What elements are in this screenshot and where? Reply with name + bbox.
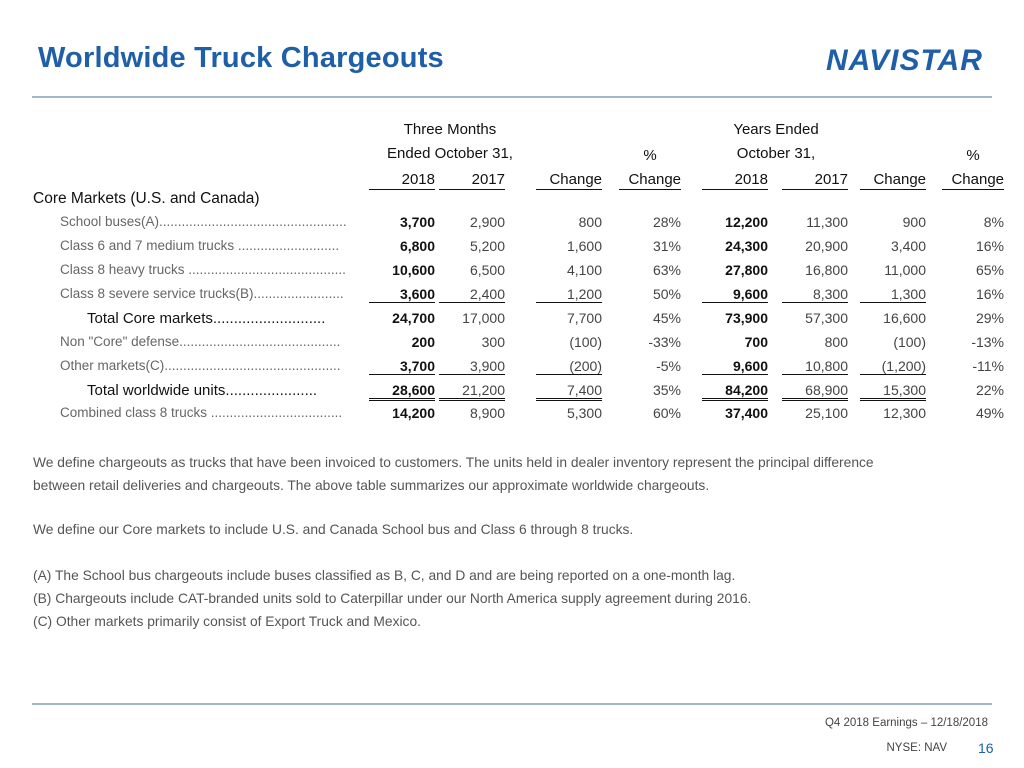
table-cell: 4,100 <box>566 262 602 278</box>
table-cell: 8,900 <box>469 405 505 421</box>
table-cell: 10,800 <box>782 358 848 375</box>
table-row <box>0 310 1024 332</box>
table-cell: 7,700 <box>566 310 602 326</box>
table-cell: 31% <box>652 238 681 254</box>
table-cell: 24,700 <box>392 310 435 326</box>
table-cell: 12,200 <box>725 214 768 230</box>
table-cell: 6,500 <box>469 262 505 278</box>
table-row <box>0 262 1024 284</box>
table-cell: 2,900 <box>469 214 505 230</box>
table-row <box>0 358 1024 380</box>
table-row <box>0 238 1024 260</box>
table-cell: 1,600 <box>566 238 602 254</box>
table-cell: 8% <box>983 214 1004 230</box>
bottom-divider <box>32 703 992 705</box>
table-cell: -13% <box>971 334 1004 350</box>
table-cell: 9,600 <box>702 286 768 303</box>
table-cell: 27,800 <box>725 262 768 278</box>
ticker-footer: NYSE: NAV <box>886 742 947 754</box>
logo-text: NAVISTAR <box>826 44 983 74</box>
table-cell: 7,400 <box>536 382 602 401</box>
table-row <box>0 405 1024 427</box>
table-cell: 2,400 <box>439 286 505 303</box>
table-cell: 3,700 <box>369 358 435 375</box>
table-cell: 12,300 <box>883 405 926 421</box>
three-months-header-line2: Ended October 31, <box>387 145 513 162</box>
footnote-c: (C) Other markets primarily consist of Export Truck and Mexico. <box>33 614 421 629</box>
table-cell: 60% <box>652 405 681 421</box>
table-cell: 3,900 <box>439 358 505 375</box>
column-header: 2018 <box>369 171 435 190</box>
page-title: Worldwide Truck Chargeouts <box>38 42 444 74</box>
table-cell: 900 <box>902 214 926 230</box>
table-cell: 300 <box>481 334 505 350</box>
table-cell: 37,400 <box>725 405 768 421</box>
table-cell: -33% <box>648 334 681 350</box>
table-cell: 20,900 <box>805 238 848 254</box>
column-header: Change <box>619 171 681 190</box>
table-cell: 16,600 <box>883 310 926 326</box>
table-cell: 11,000 <box>884 262 926 278</box>
table-row <box>0 382 1024 404</box>
years-ended-header-line1: Years Ended <box>733 121 819 138</box>
table-cell: 63% <box>652 262 681 278</box>
column-header: 2017 <box>439 171 505 190</box>
table-cell: 50% <box>652 286 681 302</box>
table-cell: 65% <box>975 262 1004 278</box>
table-cell: 28,600 <box>369 382 435 401</box>
table-cell: 15,300 <box>860 382 926 401</box>
table-cell: 49% <box>975 405 1004 421</box>
table-cell: -5% <box>656 358 681 374</box>
column-header: Change <box>536 171 602 190</box>
table-cell: 800 <box>578 214 602 230</box>
table-row <box>0 214 1024 236</box>
row-label: Non "Core" defense........................................... <box>60 334 341 349</box>
row-label: Class 6 and 7 medium trucks ........................... <box>60 238 340 253</box>
table-cell: 9,600 <box>702 358 768 375</box>
table-cell: (200) <box>536 358 602 375</box>
table-cell: 73,900 <box>725 310 768 326</box>
table-cell: (100) <box>569 334 602 350</box>
table-cell: 200 <box>411 334 435 350</box>
footnote-a: (A) The School bus chargeouts include buses classified as B, C, and D and are being reported on a one-month lag. <box>33 568 736 583</box>
definition-line-1: We define chargeouts as trucks that have been invoiced to customers. The units held in dealer inventory represent the principal difference <box>33 455 874 470</box>
table-cell: 22% <box>975 382 1004 398</box>
table-cell: 16% <box>975 238 1004 254</box>
table-cell: 17,000 <box>462 310 505 326</box>
table-cell: 68,900 <box>782 382 848 401</box>
table-cell: 3,600 <box>369 286 435 303</box>
table-row <box>0 286 1024 308</box>
table-cell: 1,200 <box>536 286 602 303</box>
table-cell: 800 <box>824 334 848 350</box>
pct-header-2: % <box>966 147 980 164</box>
table-cell: 6,800 <box>399 238 435 254</box>
table-cell: 700 <box>744 334 768 350</box>
table-cell: 29% <box>975 310 1004 326</box>
years-ended-header-line2: October 31, <box>736 145 816 162</box>
pct-header-1: % <box>643 147 657 164</box>
table-cell: 57,300 <box>805 310 848 326</box>
table-cell: 3,400 <box>890 238 926 254</box>
table-cell: 8,300 <box>782 286 848 303</box>
footnote-b: (B) Chargeouts include CAT-branded units sold to Caterpillar under our North America supply agreement during 2016. <box>33 591 752 606</box>
table-cell: 25,100 <box>805 405 848 421</box>
row-label: Class 8 severe service trucks(B)........................ <box>60 286 344 301</box>
core-markets-definition: We define our Core markets to include U.S. and Canada School bus and Class 6 through 8 trucks. <box>33 522 634 537</box>
column-header: Change <box>860 171 926 190</box>
table-cell: 1,300 <box>860 286 926 303</box>
table-cell: 5,300 <box>566 405 602 421</box>
section-label: Core Markets (U.S. and Canada) <box>33 190 260 207</box>
three-months-header-line1: Three Months <box>403 121 497 138</box>
column-header: 2017 <box>782 171 848 190</box>
table-cell: (100) <box>893 334 926 350</box>
row-label: Class 8 heavy trucks .......................................... <box>60 262 346 277</box>
table-cell: 35% <box>652 382 681 398</box>
table-cell: 45% <box>652 310 681 326</box>
table-cell: 16,800 <box>805 262 848 278</box>
row-label: Total Core markets........................... <box>87 310 326 327</box>
table-cell: 84,200 <box>702 382 768 401</box>
earnings-footer: Q4 2018 Earnings – 12/18/2018 <box>824 717 988 729</box>
top-divider <box>32 96 992 98</box>
navistar-logo <box>826 44 992 74</box>
table-cell: 21,200 <box>439 382 505 401</box>
table-cell: -11% <box>972 358 1004 374</box>
table-row <box>0 334 1024 356</box>
row-label: Other markets(C)............................................... <box>60 358 341 373</box>
table-cell: 24,300 <box>725 238 768 254</box>
table-cell: 3,700 <box>399 214 435 230</box>
row-label: Total worldwide units...................... <box>87 382 318 399</box>
table-cell: 5,200 <box>469 238 505 254</box>
table-cell: 10,600 <box>392 262 435 278</box>
page-number: 16 <box>978 740 994 756</box>
column-header: Change <box>942 171 1004 190</box>
row-label: School buses(A).................................................. <box>60 214 347 229</box>
table-cell: 16% <box>975 286 1004 302</box>
table-cell: 28% <box>652 214 681 230</box>
column-header: 2018 <box>702 171 768 190</box>
table-cell: 14,200 <box>392 405 435 421</box>
table-cell: 11,300 <box>806 214 848 230</box>
row-label: Combined class 8 trucks ................................... <box>60 405 343 420</box>
definition-line-2: between retail deliveries and chargeouts. The above table summarizes our approximate worldwide chargeouts. <box>33 478 710 493</box>
table-cell: (1,200) <box>860 358 926 375</box>
